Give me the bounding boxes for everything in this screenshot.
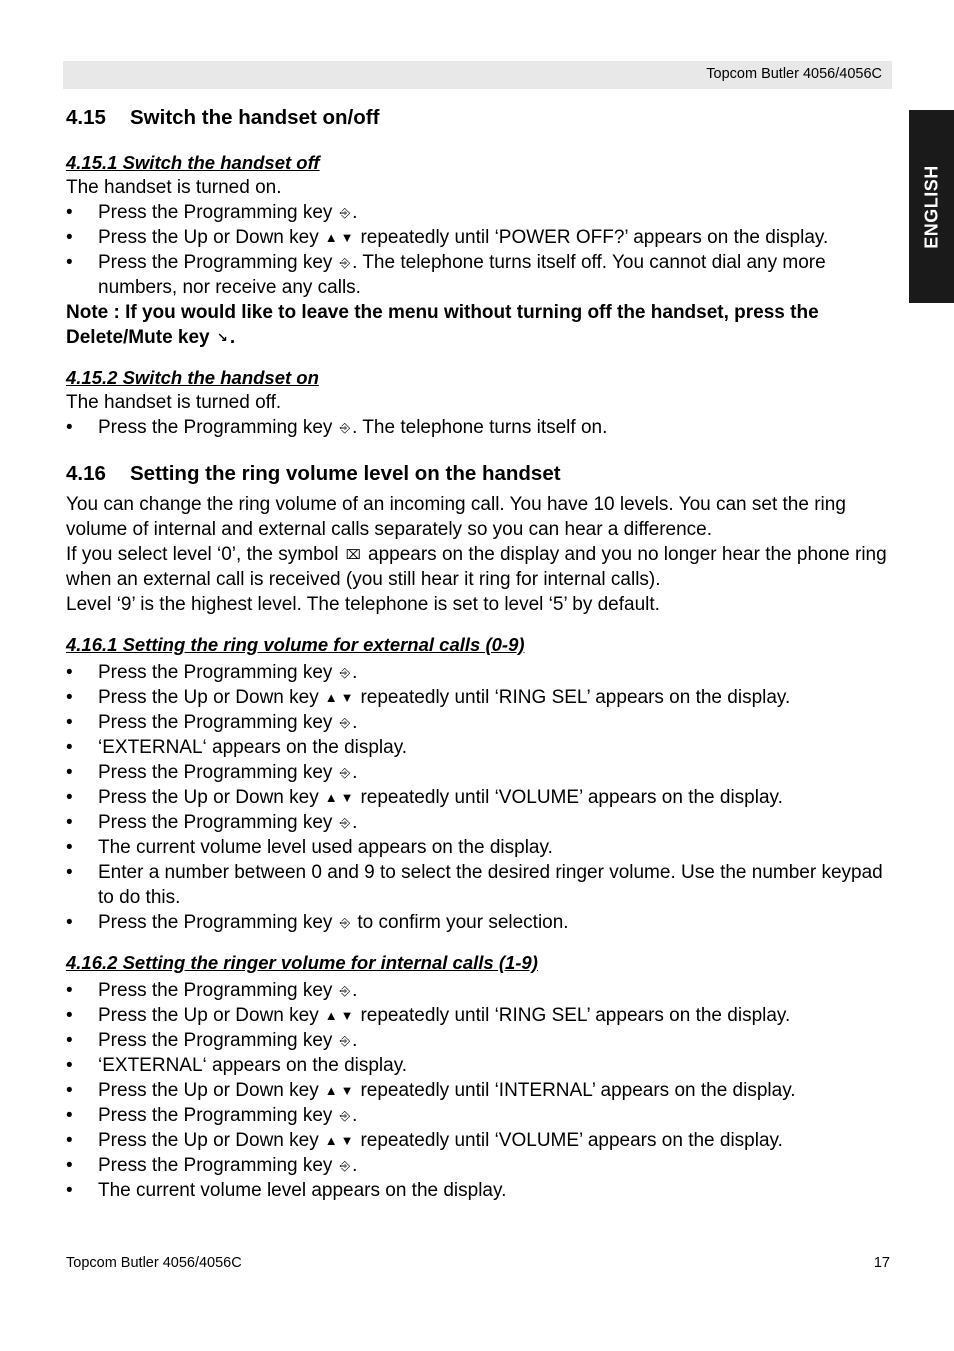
list-item: • Press the Up or Down key ▲▼ repeatedly until ‘RING SEL’ appears on the display. bbox=[66, 685, 892, 710]
list-item: • Press the Programming key ⎆ . bbox=[66, 1028, 892, 1053]
list-item: • Press the Up or Down key ▲▼ repeatedly until ‘VOLUME’ appears on the display. bbox=[66, 1128, 892, 1153]
list-item: • The current volume level used appears on the display. bbox=[66, 835, 892, 860]
list-item: • Press the Programming key ⎆ . The telephone turns itself on. bbox=[66, 415, 892, 440]
up-down-arrows-icon: ▲▼ bbox=[324, 230, 357, 245]
list-item: • Press the Programming key ⎆ . bbox=[66, 1103, 892, 1128]
list-item: • Press the Programming key ⎆ . bbox=[66, 760, 892, 785]
list-item: • Press the Up or Down key ▲▼ repeatedly until ‘POWER OFF?’ appears on the display. bbox=[66, 225, 892, 250]
ringer-off-icon: ⌧ bbox=[345, 547, 361, 562]
intro-text: The handset is turned off. bbox=[66, 392, 282, 413]
steps-list bbox=[66, 415, 892, 440]
list-item: • Press the Programming key ⎆ . The telephone turns itself off. You cannot dial any more numbers, nor receive any calls. bbox=[66, 250, 892, 300]
section-heading-4-16: 4.16 Setting the ring volume level on the handset bbox=[66, 462, 561, 485]
programming-key-icon: ⎆ bbox=[339, 1158, 351, 1173]
intro-text: The handset is turned on. bbox=[66, 177, 282, 198]
subsection-heading-4-15-2: 4.15.2 Switch the handset on bbox=[66, 367, 319, 388]
up-down-arrows-icon: ▲▼ bbox=[324, 790, 357, 805]
list-item: • Press the Programming key ⎆ . bbox=[66, 978, 892, 1003]
header-title: Topcom Butler 4056/4056C bbox=[706, 66, 882, 82]
programming-key-icon: ⎆ bbox=[339, 665, 351, 680]
programming-key-icon: ⎆ bbox=[339, 205, 351, 220]
subsection-heading-4-16-2: 4.16.2 Setting the ringer volume for internal calls (1-9) bbox=[66, 952, 538, 973]
list-item: • ‘EXTERNAL‘ appears on the display. bbox=[66, 1053, 892, 1078]
list-item: • Press the Up or Down key ▲▼ repeatedly until ‘RING SEL’ appears on the display. bbox=[66, 1003, 892, 1028]
note-text: Note : If you would like to leave the menu without turning off the handset, press the Delete/Mute key ↘ . bbox=[66, 302, 819, 348]
steps-list bbox=[66, 978, 892, 1203]
list-item: • Press the Up or Down key ▲▼ repeatedly until ‘INTERNAL’ appears on the display. bbox=[66, 1078, 892, 1103]
programming-key-icon: ⎆ bbox=[339, 765, 351, 780]
programming-key-icon: ⎆ bbox=[339, 983, 351, 998]
footer-title: Topcom Butler 4056/4056C bbox=[66, 1255, 242, 1271]
list-item: • Press the Programming key ⎆ . bbox=[66, 660, 892, 685]
up-down-arrows-icon: ▲▼ bbox=[324, 1008, 357, 1023]
list-item: • Press the Programming key ⎆ . bbox=[66, 810, 892, 835]
list-item: • Press the Programming key ⎆ to confirm your selection. bbox=[66, 910, 892, 935]
list-item: • Press the Programming key ⎆ . bbox=[66, 1153, 892, 1178]
up-down-arrows-icon: ▲▼ bbox=[324, 1133, 357, 1148]
language-tab-label: ENGLISH bbox=[921, 164, 941, 249]
list-item: • The current volume level appears on the display. bbox=[66, 1178, 892, 1203]
steps-list bbox=[66, 200, 892, 300]
programming-key-icon: ⎆ bbox=[339, 420, 351, 435]
body-paragraph: You can change the ring volume of an incoming call. You have 10 levels. You can set the ring volume of internal and external calls separately so you can hear a difference. bbox=[66, 494, 846, 540]
programming-key-icon: ⎆ bbox=[339, 1108, 351, 1123]
list-item: • Press the Programming key ⎆ . bbox=[66, 710, 892, 735]
delete-mute-key-icon: ↘ bbox=[216, 330, 228, 345]
list-item: • Enter a number between 0 and 9 to select the desired ringer volume. Use the number keypad to do this. bbox=[66, 860, 892, 910]
page-header bbox=[63, 61, 892, 89]
programming-key-icon: ⎆ bbox=[339, 915, 351, 930]
subsection-heading-4-16-1: 4.16.1 Setting the ring volume for external calls (0-9) bbox=[66, 634, 525, 655]
page-number: 17 bbox=[873, 1255, 890, 1271]
list-item: • Press the Programming key ⎆ . bbox=[66, 200, 892, 225]
list-item: • ‘EXTERNAL‘ appears on the display. bbox=[66, 735, 892, 760]
language-tab bbox=[909, 110, 954, 303]
subsection-heading-4-15-1: 4.15.1 Switch the handset off bbox=[66, 152, 320, 173]
section-heading-4-15: 4.15 Switch the handset on/off bbox=[66, 106, 380, 129]
steps-list bbox=[66, 660, 892, 935]
up-down-arrows-icon: ▲▼ bbox=[324, 1083, 357, 1098]
body-paragraph: Level ‘9’ is the highest level. The telephone is set to level ‘5’ by default. bbox=[66, 594, 660, 615]
body-paragraph: If you select level ‘0’, the symbol ⌧ appears on the display and you no longer hear the phone ring when an external call is received (you still hear it ring for internal calls). bbox=[66, 544, 887, 590]
programming-key-icon: ⎆ bbox=[339, 1033, 351, 1048]
page-content bbox=[66, 104, 892, 1203]
programming-key-icon: ⎆ bbox=[339, 255, 351, 270]
programming-key-icon: ⎆ bbox=[339, 715, 351, 730]
up-down-arrows-icon: ▲▼ bbox=[324, 690, 357, 705]
programming-key-icon: ⎆ bbox=[339, 815, 351, 830]
list-item: • Press the Up or Down key ▲▼ repeatedly until ‘VOLUME’ appears on the display. bbox=[66, 785, 892, 810]
